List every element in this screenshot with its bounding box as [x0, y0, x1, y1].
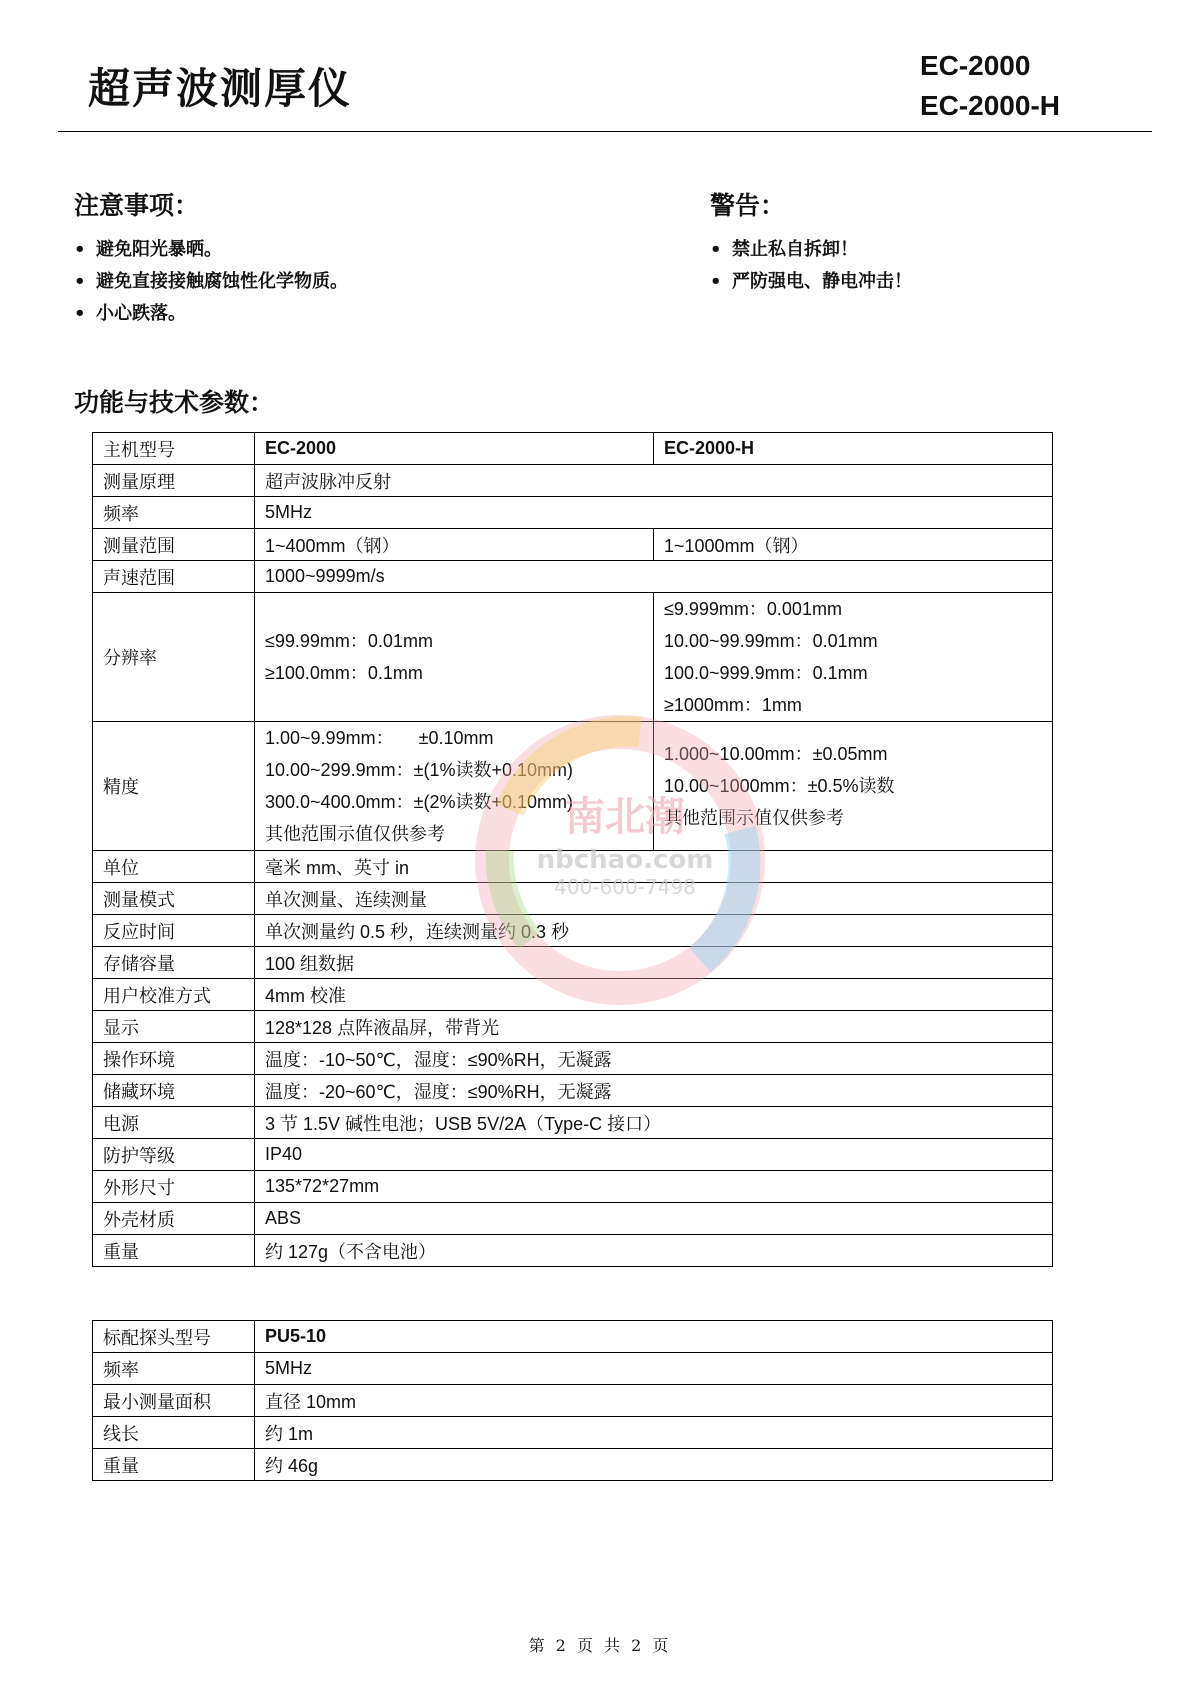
accuracy-line: 10.00~1000mm：±0.5%读数 — [664, 776, 895, 796]
table-label: 测量范围 — [93, 529, 255, 561]
table-label: 频率 — [93, 1353, 255, 1385]
accuracy-line: 300.0~400.0mm：±(2%读数+0.10mm) — [265, 792, 574, 812]
model-numbers — [920, 46, 1060, 126]
accuracy-line: 1.00~9.99mm： ±0.10mm — [265, 728, 494, 748]
model-number-1: EC-2000 — [919, 50, 1031, 81]
table-label: 声速范围 — [93, 561, 255, 593]
table-value: 超声波脉冲反射 — [255, 465, 1053, 497]
probe-table — [92, 1320, 1053, 1481]
table-label: 频率 — [93, 497, 255, 529]
table-value: 毫米 mm、英寸 in — [255, 851, 1053, 883]
table-value: 单次测量、连续测量 — [255, 883, 1053, 915]
resolution-line: ≤9.999mm：0.001mm — [664, 599, 842, 619]
resolution-b-cell — [654, 593, 1053, 722]
table-row — [93, 722, 1053, 851]
accuracy-line: 其他范围示值仅供参考 — [664, 808, 844, 828]
table-row — [93, 1417, 1053, 1449]
table-value: 4mm 校准 — [255, 979, 1053, 1011]
table-row — [93, 1043, 1053, 1075]
model-number-2: EC-2000-H — [919, 90, 1060, 121]
page-footer: 第 2 页 共 2 页 — [528, 1636, 672, 1655]
watermark-brand: 南北潮 — [565, 794, 685, 840]
table-label: 操作环境 — [93, 1043, 255, 1075]
table-value: 128*128 点阵液晶屏，带背光 — [255, 1011, 1053, 1043]
table-label: 防护等级 — [93, 1139, 255, 1171]
table-value: 1000~9999m/s — [255, 561, 1053, 593]
resolution-line: ≤99.99mm：0.01mm — [265, 631, 433, 651]
table-row — [93, 1011, 1053, 1043]
resolution-line: ≥1000mm：1mm — [664, 695, 802, 715]
table-value: 100 组数据 — [255, 947, 1053, 979]
range-a-cell: 1~400mm（钢） — [255, 529, 654, 561]
table-value: PU5-10 — [255, 1321, 1053, 1353]
table-value: 约 46g — [255, 1449, 1053, 1481]
table-label: 主机型号 — [93, 433, 255, 465]
table-value: 5MHz — [255, 497, 1053, 529]
table-value: 约 1m — [255, 1417, 1053, 1449]
table-label: 精度 — [93, 722, 255, 851]
table-label: 测量原理 — [93, 465, 255, 497]
spec-table — [92, 432, 1053, 1267]
spec-heading: 功能与技术参数： — [74, 388, 275, 417]
table-row — [93, 883, 1053, 915]
page-title: 超声波测厚仪 — [88, 64, 353, 113]
table-row — [93, 851, 1053, 883]
table-label: 存储容量 — [93, 947, 255, 979]
table-row — [93, 915, 1053, 947]
table-row — [93, 1449, 1053, 1481]
notes-heading: 注意事项： — [74, 191, 200, 220]
resolution-a-cell — [255, 593, 654, 722]
table-row — [93, 1075, 1053, 1107]
table-row — [93, 465, 1053, 497]
table-label: 标配探头型号 — [93, 1321, 255, 1353]
model-a-cell: EC-2000 — [255, 433, 654, 465]
table-value: 135*72*27mm — [255, 1171, 1053, 1203]
table-value: ABS — [255, 1203, 1053, 1235]
table-label: 储藏环境 — [93, 1075, 255, 1107]
notes-list — [74, 234, 348, 330]
watermark-site: nbchao.com — [536, 845, 714, 875]
table-label: 线长 — [93, 1417, 255, 1449]
table-row — [93, 1353, 1053, 1385]
table-value: IP40 — [255, 1139, 1053, 1171]
table-row — [93, 1203, 1053, 1235]
note-item: • 避免阳光暴晒。 — [74, 234, 348, 266]
table-row — [93, 1321, 1053, 1353]
accuracy-b-cell — [654, 722, 1053, 851]
table-label: 电源 — [93, 1107, 255, 1139]
table-row — [93, 529, 1053, 561]
table-value: 直径 10mm — [255, 1385, 1053, 1417]
table-row — [93, 593, 1053, 722]
table-label: 反应时间 — [93, 915, 255, 947]
table-value: 3 节 1.5V 碱性电池；USB 5V/2A（Type-C 接口） — [255, 1107, 1053, 1139]
range-b-cell: 1~1000mm（钢） — [654, 529, 1053, 561]
accuracy-a-cell — [255, 722, 654, 851]
resolution-line: 10.00~99.99mm：0.01mm — [664, 631, 878, 651]
warnings-heading: 警告： — [710, 191, 786, 220]
table-label: 重量 — [93, 1449, 255, 1481]
table-row — [93, 497, 1053, 529]
table-value: 温度：-10~50℃，湿度：≤90%RH，无凝露 — [255, 1043, 1053, 1075]
accuracy-line: 其他范围示值仅供参考 — [265, 824, 445, 844]
table-label: 显示 — [93, 1011, 255, 1043]
table-row — [93, 1235, 1053, 1267]
table-row — [93, 561, 1053, 593]
table-label: 最小测量面积 — [93, 1385, 255, 1417]
table-row — [93, 947, 1053, 979]
table-value: 温度：-20~60℃，湿度：≤90%RH，无凝露 — [255, 1075, 1053, 1107]
warning-item: • 禁止私自拆卸！ — [710, 234, 912, 266]
table-value: 约 127g（不含电池） — [255, 1235, 1053, 1267]
warnings-list — [710, 234, 912, 298]
table-label: 外形尺寸 — [93, 1171, 255, 1203]
accuracy-line: 1.000~10.00mm：±0.05mm — [664, 744, 888, 764]
table-row — [93, 1139, 1053, 1171]
table-label: 用户校准方式 — [93, 979, 255, 1011]
warning-item: • 严防强电、静电冲击！ — [710, 266, 912, 298]
table-label: 单位 — [93, 851, 255, 883]
table-row — [93, 1385, 1053, 1417]
table-label: 测量模式 — [93, 883, 255, 915]
resolution-line: 100.0~999.9mm：0.1mm — [664, 663, 868, 683]
note-item: • 避免直接接触腐蚀性化学物质。 — [74, 266, 348, 298]
table-row — [93, 433, 1053, 465]
table-label: 重量 — [93, 1235, 255, 1267]
note-item: • 小心跌落。 — [74, 298, 348, 330]
table-value: 单次测量约 0.5 秒，连续测量约 0.3 秒 — [255, 915, 1053, 947]
resolution-line: ≥100.0mm：0.1mm — [265, 663, 423, 683]
table-row — [93, 1107, 1053, 1139]
header-divider — [58, 131, 1152, 132]
table-row — [93, 979, 1053, 1011]
table-row — [93, 1171, 1053, 1203]
table-label: 分辨率 — [93, 593, 255, 722]
table-value: 5MHz — [255, 1353, 1053, 1385]
watermark-phone: 400-600-7498 — [554, 875, 696, 899]
model-b-cell: EC-2000-H — [654, 433, 1053, 465]
table-label: 外壳材质 — [93, 1203, 255, 1235]
accuracy-line: 10.00~299.9mm：±(1%读数+0.10mm) — [265, 760, 574, 780]
